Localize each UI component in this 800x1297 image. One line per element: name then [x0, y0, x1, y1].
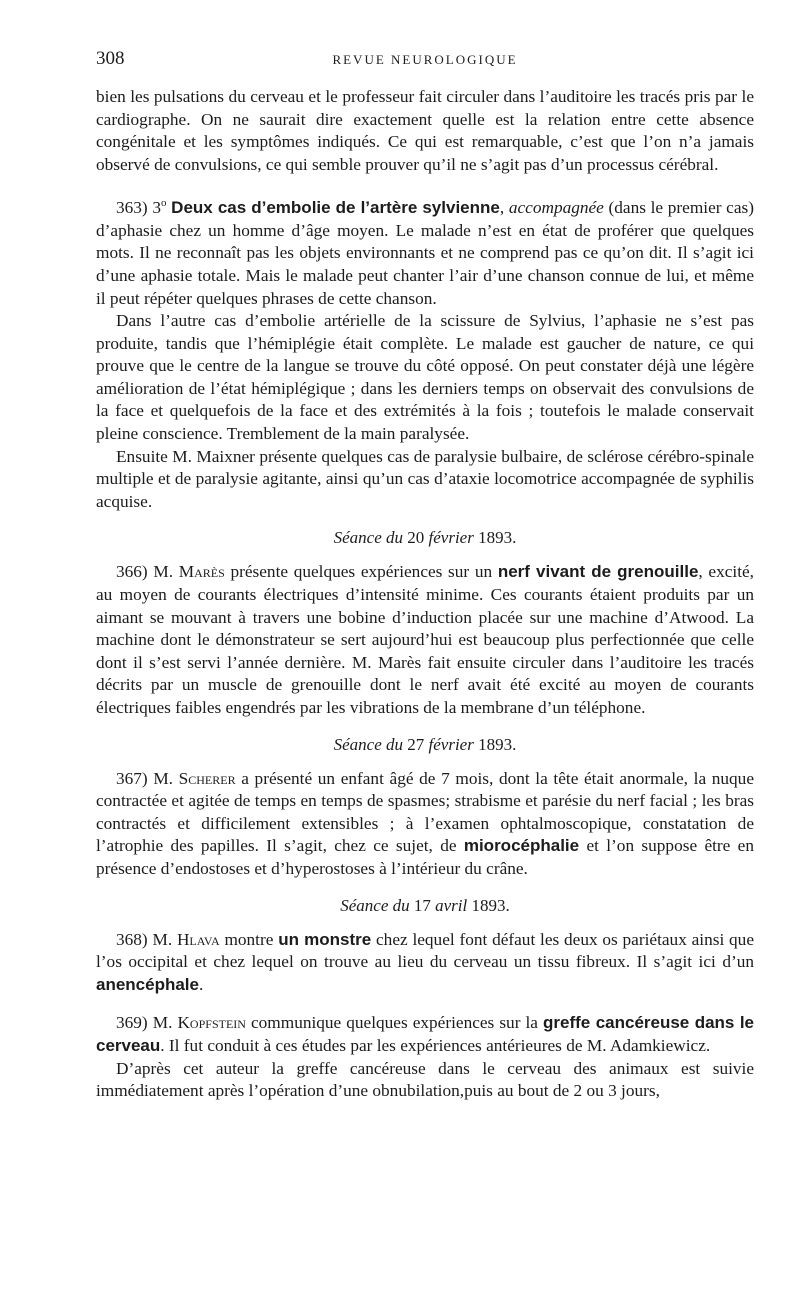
page-header: [96, 48, 754, 72]
punctuation: .: [199, 974, 204, 994]
page-number: 308: [96, 48, 125, 69]
session-heading-20-fevrier: [96, 527, 754, 549]
entry-text: présente quelques expériences sur un: [224, 562, 498, 582]
session-heading-17-avril: [96, 895, 754, 917]
bold-term: greffe cancéreuse dans le cerveau: [96, 1013, 754, 1055]
bold-term: anencéphale: [96, 974, 199, 994]
entry-text: a présenté un enfant âgé de 7 mois, dont la tête était anormale, la nuque contractée et agitée de temps en temps de spasmes; strabisme et parésie du nerf facial ; les bras contractés et difficilement extensibles ; à l’examen ophtalmoscopique, constatation de l’atrophie des papilles. Il s’agit, chez ce sujet, de: [96, 768, 754, 856]
bold-term: miorocéphalie: [463, 836, 580, 856]
session-label: Séance du: [333, 528, 404, 548]
entry-369: [96, 1012, 754, 1057]
entry-number: 363) 3: [116, 198, 161, 218]
paragraph-continuation: bien les pulsations du cerveau et le professeur fait circuler dans l’auditoire les tracés pris par le cardiographe. On ne saurait dire exactement quelle est la relation entre cette absence congénitale et les symptômes indiqués. Ce qui est remarquable, c’est que l’on n’a jamais observé de convulsions, ce qui semble prouver qu’il ne s’agit pas d’un processus cérébral.: [96, 87, 754, 174]
session-month: février: [428, 528, 474, 548]
entry-363: [96, 192, 754, 310]
session-month: février: [428, 734, 474, 754]
paragraph-dapres: D’après cet auteur la greffe cancéreuse dans le cerveau des animaux est suivie immédiatement après l’opération d’une obnubilation,puis au bout de 2 ou 3 jours,: [96, 1058, 754, 1101]
entry-367: [96, 768, 754, 881]
session-heading-27-fevrier: [96, 734, 754, 756]
entry-text: montre: [219, 929, 279, 949]
entry-text: (dans le premier cas) d’aphasie chez un homme d’âge moyen. Le malade n’est en état de proférer que quelques mots. Il ne reconnaît pas les objets environnants et ne comprend pas ce qu’on dit. Il s’agit ici d’une aphasie totale. Mais le malade peut chanter l’air d’une chanson connue de lui, et même il peut répéter quelques phrases de cette chanson.: [96, 198, 754, 308]
session-day: 17: [413, 895, 431, 915]
page-body: [96, 86, 754, 1103]
session-year: 1893.: [478, 528, 517, 548]
session-day: 20: [407, 528, 425, 548]
entry-number: 366) M.: [116, 562, 179, 582]
bold-term: un monstre: [278, 929, 372, 949]
session-year: 1893.: [471, 895, 510, 915]
entry-number: 368) M.: [116, 929, 177, 949]
author-name: Scherer: [178, 768, 236, 788]
punctuation: ,: [499, 198, 509, 218]
entry-text-rest: et l’on suppose être en présence d’endostoses et d’hyperostoses à l’intérieur du crâne.: [96, 836, 754, 878]
paragraph-ensuite: Ensuite M. Maixner présente quelques cas de paralysie bulbaire, de sclérose cérébro-spinale multiple et de paralysie agitante, ainsi qu’un cas d’ataxie locomotrice accompagnée de syphilis acquise.: [96, 446, 754, 511]
session-year: 1893.: [478, 734, 517, 754]
bold-term: nerf vivant de grenouille: [497, 562, 699, 582]
session-month: avril: [435, 895, 468, 915]
ordinal-suffix: o: [161, 197, 167, 210]
entry-text-rest: . Il fut conduit à ces études par les expériences antérieures de M. Adamkiewicz.: [160, 1035, 711, 1055]
paragraph-autre-cas: Dans l’autre cas d’embolie artérielle de la scissure de Sylvius, l’aphasie ne s’est pas produite, tandis que l’hémiplégie était complète. Le malade est gaucher de nature, ce qui prouve que le centre de la langue se trouve du côté opposé. On peut constater déjà une légère amélioration de l’état hémiplégique ; dans les derniers temps on observait des convulsions de la face et quelquefois de la face et des extrémités à la fois ; toutefois le malade conservait pleine conscience. Tremblement de la main paralysée.: [96, 311, 754, 444]
running-head: REVUE NEUROLOGIQUE: [332, 52, 518, 67]
session-label: Séance du: [340, 895, 410, 915]
entry-368: [96, 929, 754, 997]
entry-text-mid: chez lequel font défaut les deux os pariétaux ainsi que l’os occipital et chez lequel on trouve au lieu du cerveau un tissu fibreux. Il s’agit ici d’un: [96, 929, 754, 972]
entry-text: communique quelques expériences sur la: [245, 1013, 544, 1033]
author-name: Marès: [178, 562, 225, 582]
session-day: 27: [407, 734, 425, 754]
entry-text-rest: , excité, au moyen de courants électriques d’intensité minime. Ces courants étaient produits par un aimant se mouvant à travers une bobine d’induction placée sur une machine d’Atwood. La machine dont le démonstrateur se sert aujourd’hui est beaucoup plus perfectionnée que celle dont il s’est servi l’année dernière. M. Marès fait ensuite circuler dans l’auditoire les tracés décrits par un muscle de grenouille dont le nerf avait été excité au moyen de courants électriques faibles engendrés par les vibrations de la membrane d’un téléphone.: [96, 562, 754, 718]
italic-text: accompagnée: [508, 198, 604, 218]
entry-366: [96, 561, 754, 719]
author-name: Hlava: [176, 929, 220, 949]
author-name: Kopfstein: [177, 1013, 246, 1033]
entry-number: 369) M.: [116, 1013, 178, 1033]
entry-title: Deux cas d’embolie de l’artère sylvienne: [171, 198, 500, 218]
session-label: Séance du: [333, 734, 404, 754]
entry-number: 367) M.: [116, 768, 179, 788]
